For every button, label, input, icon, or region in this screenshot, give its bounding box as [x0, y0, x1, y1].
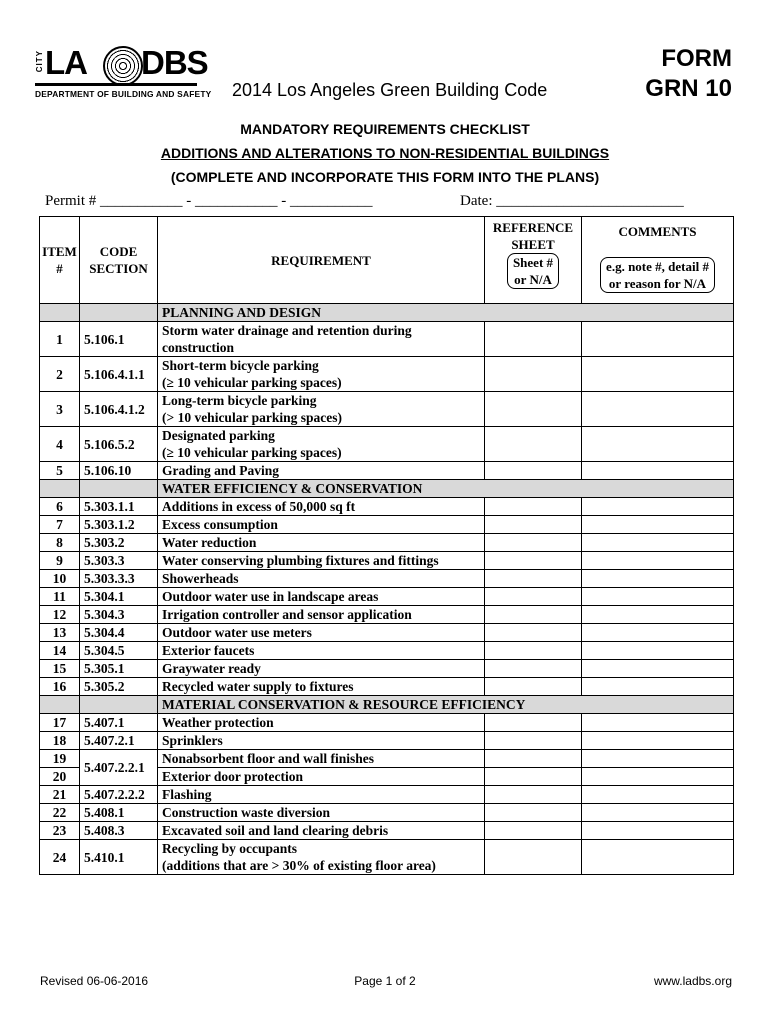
- col-reference-sheet: REFERENCE SHEET Sheet # or N/A: [485, 217, 582, 304]
- comments-cell[interactable]: [582, 516, 734, 534]
- code-section: 5.304.4: [80, 624, 158, 642]
- reference-sheet-cell[interactable]: [485, 732, 582, 750]
- table-row: [40, 678, 734, 696]
- comments-cell[interactable]: [582, 786, 734, 804]
- comments-cell[interactable]: [582, 462, 734, 480]
- requirement-text: [158, 606, 485, 624]
- requirement-line: construction: [162, 340, 234, 355]
- section-row: [40, 696, 734, 714]
- table-row: [40, 462, 734, 480]
- comments-cell[interactable]: [582, 570, 734, 588]
- comments-hint: e.g. note #, detail # or reason for N/A: [600, 257, 715, 293]
- comments-cell[interactable]: [582, 768, 734, 786]
- item-number: 21: [40, 786, 80, 804]
- requirement-text: [158, 392, 485, 427]
- requirement-line: (≥ 10 vehicular parking spaces): [162, 445, 342, 460]
- col-requirement: REQUIREMENT: [158, 217, 485, 304]
- requirement-line: Sprinklers: [162, 733, 223, 748]
- requirement-line: Graywater ready: [162, 661, 261, 676]
- item-number: 23: [40, 822, 80, 840]
- comments-cell[interactable]: [582, 357, 734, 392]
- code-section: 5.106.4.1.2: [80, 392, 158, 427]
- requirement-line: (≥ 10 vehicular parking spaces): [162, 375, 342, 390]
- requirement-line: (additions that are > 30% of existing floor area): [162, 858, 436, 873]
- reference-sheet-cell[interactable]: [485, 768, 582, 786]
- comments-cell[interactable]: [582, 804, 734, 822]
- table-row: [40, 357, 734, 392]
- col-item: ITEM #: [40, 217, 80, 304]
- comments-cell[interactable]: [582, 322, 734, 357]
- code-section: 5.407.1: [80, 714, 158, 732]
- item-number: 16: [40, 678, 80, 696]
- requirement-text: [158, 804, 485, 822]
- requirement-line: Irrigation controller and sensor application: [162, 607, 412, 622]
- form-id: GRN 10: [645, 75, 732, 102]
- code-section: 5.304.3: [80, 606, 158, 624]
- form-label: FORM: [661, 45, 732, 72]
- permit-number-field[interactable]: Permit # ___________ - ___________ - ___________: [45, 193, 373, 209]
- item-number: 7: [40, 516, 80, 534]
- code-section: 5.407.2.2.1: [80, 750, 158, 786]
- table-row: [40, 570, 734, 588]
- table-row: [40, 516, 734, 534]
- reference-sheet-cell[interactable]: [485, 322, 582, 357]
- comments-cell[interactable]: [582, 392, 734, 427]
- reference-hint: Sheet # or N/A: [507, 253, 559, 289]
- reference-sheet-cell[interactable]: [485, 427, 582, 462]
- requirement-line: Storm water drainage and retention during: [162, 323, 412, 338]
- requirement-text: [158, 660, 485, 678]
- item-number: 19: [40, 750, 80, 768]
- requirement-line: Excess consumption: [162, 517, 278, 532]
- requirement-line: Additions in excess of 50,000 sq ft: [162, 499, 356, 514]
- code-section: 5.305.2: [80, 678, 158, 696]
- item-number: 6: [40, 498, 80, 516]
- table-row: [40, 534, 734, 552]
- table-row: [40, 606, 734, 624]
- requirement-text: [158, 570, 485, 588]
- reference-sheet-cell[interactable]: [485, 642, 582, 660]
- reference-sheet-cell[interactable]: [485, 392, 582, 427]
- code-section: 5.408.1: [80, 804, 158, 822]
- reference-sheet-cell[interactable]: [485, 498, 582, 516]
- comments-cell[interactable]: [582, 750, 734, 768]
- requirement-line: Showerheads: [162, 571, 239, 586]
- requirement-line: (> 10 vehicular parking spaces): [162, 410, 342, 425]
- table-row: [40, 392, 734, 427]
- requirement-line: Flashing: [162, 787, 212, 802]
- code-section: 5.303.2: [80, 534, 158, 552]
- checklist-title: MANDATORY REQUIREMENTS CHECKLIST: [240, 121, 530, 137]
- table-row: [40, 322, 734, 357]
- requirement-line: Designated parking: [162, 428, 275, 443]
- checklist-instruction: (COMPLETE AND INCORPORATE THIS FORM INTO THE PLANS): [170, 169, 600, 185]
- date-field[interactable]: Date: _________________________: [460, 193, 684, 209]
- requirements-table: [39, 216, 734, 875]
- reference-sheet-cell[interactable]: [485, 552, 582, 570]
- table-row: [40, 822, 734, 840]
- item-number: 17: [40, 714, 80, 732]
- reference-sheet-cell[interactable]: [485, 462, 582, 480]
- comments-cell[interactable]: [582, 822, 734, 840]
- table-row: [40, 498, 734, 516]
- requirement-line: Exterior faucets: [162, 643, 255, 658]
- city-seal-icon: [103, 46, 143, 86]
- code-section: 5.408.3: [80, 822, 158, 840]
- item-number: 12: [40, 606, 80, 624]
- logo-la-text: LA: [45, 44, 87, 81]
- requirement-line: Outdoor water use meters: [162, 625, 312, 640]
- requirement-text: [158, 624, 485, 642]
- section-blank: [40, 304, 80, 322]
- page-number: Page 1 of 2: [354, 974, 416, 988]
- code-section: 5.106.1: [80, 322, 158, 357]
- code-section: 5.304.1: [80, 588, 158, 606]
- col-code-section: CODE SECTION: [80, 217, 158, 304]
- requirement-text: [158, 732, 485, 750]
- comments-cell[interactable]: [582, 588, 734, 606]
- revised-date: Revised 06-06-2016: [40, 974, 149, 988]
- code-section: 5.305.1: [80, 660, 158, 678]
- reference-sheet-cell[interactable]: [485, 678, 582, 696]
- requirement-text: [158, 768, 485, 786]
- table-row: [40, 427, 734, 462]
- reference-sheet-cell[interactable]: [485, 606, 582, 624]
- requirement-text: [158, 588, 485, 606]
- item-number: 1: [40, 322, 80, 357]
- table-row: [40, 786, 734, 804]
- requirement-line: Outdoor water use in landscape areas: [162, 589, 379, 604]
- code-section: 5.303.3.3: [80, 570, 158, 588]
- requirement-line: Construction waste diversion: [162, 805, 330, 820]
- requirement-line: Long-term bicycle parking: [162, 393, 317, 408]
- item-number: 14: [40, 642, 80, 660]
- section-blank: [40, 696, 80, 714]
- requirement-text: [158, 357, 485, 392]
- requirement-text: [158, 642, 485, 660]
- code-section: 5.304.5: [80, 642, 158, 660]
- table-row: [40, 588, 734, 606]
- requirement-text: [158, 462, 485, 480]
- table-row: [40, 804, 734, 822]
- requirement-line: Exterior door protection: [162, 769, 303, 784]
- reference-sheet-cell[interactable]: [485, 840, 582, 875]
- requirement-text: [158, 678, 485, 696]
- reference-sheet-cell[interactable]: [485, 570, 582, 588]
- requirement-text: [158, 552, 485, 570]
- requirement-line: Recycled water supply to fixtures: [162, 679, 354, 694]
- reference-sheet-cell[interactable]: [485, 750, 582, 768]
- table-row: [40, 552, 734, 570]
- code-section: 5.303.1.2: [80, 516, 158, 534]
- item-number: 9: [40, 552, 80, 570]
- requirement-text: [158, 786, 485, 804]
- table-row: [40, 750, 734, 768]
- requirement-text: [158, 322, 485, 357]
- comments-cell[interactable]: [582, 678, 734, 696]
- requirement-text: [158, 534, 485, 552]
- comments-cell[interactable]: [582, 840, 734, 875]
- reference-sheet-cell[interactable]: [485, 624, 582, 642]
- code-section: 5.407.2.1: [80, 732, 158, 750]
- comments-cell[interactable]: [582, 732, 734, 750]
- section-row: [40, 480, 734, 498]
- reference-sheet-cell[interactable]: [485, 786, 582, 804]
- item-number: 22: [40, 804, 80, 822]
- reference-sheet-cell[interactable]: [485, 714, 582, 732]
- item-number: 5: [40, 462, 80, 480]
- reference-sheet-cell[interactable]: [485, 516, 582, 534]
- table-row: [40, 624, 734, 642]
- requirement-text: [158, 498, 485, 516]
- ladbs-logo: [35, 44, 212, 102]
- section-title: WATER EFFICIENCY & CONSERVATION: [158, 480, 734, 498]
- reference-sheet-cell[interactable]: [485, 357, 582, 392]
- item-number: 13: [40, 624, 80, 642]
- section-blank: [80, 480, 158, 498]
- reference-sheet-cell[interactable]: [485, 660, 582, 678]
- code-section: 5.106.10: [80, 462, 158, 480]
- requirement-line: Water reduction: [162, 535, 257, 550]
- code-title: 2014 Los Angeles Green Building Code: [232, 80, 548, 100]
- logo-dbs-text: DBS: [141, 44, 208, 81]
- table-row: [40, 660, 734, 678]
- comments-cell[interactable]: [582, 660, 734, 678]
- comments-cell[interactable]: [582, 552, 734, 570]
- comments-cell[interactable]: [582, 642, 734, 660]
- checklist-subtitle: ADDITIONS AND ALTERATIONS TO NON-RESIDENTIAL BUILDINGS: [160, 145, 610, 161]
- comments-cell[interactable]: [582, 606, 734, 624]
- comments-cell[interactable]: [582, 714, 734, 732]
- item-number: 8: [40, 534, 80, 552]
- table-row: [40, 732, 734, 750]
- reference-sheet-cell[interactable]: [485, 588, 582, 606]
- item-number: 10: [40, 570, 80, 588]
- table-row: [40, 642, 734, 660]
- requirement-line: Short-term bicycle parking: [162, 358, 319, 373]
- requirement-line: Recycling by occupants: [162, 841, 297, 856]
- requirement-line: Grading and Paving: [162, 463, 280, 478]
- code-section: 5.410.1: [80, 840, 158, 875]
- item-number: 2: [40, 357, 80, 392]
- code-section: 5.407.2.2.2: [80, 786, 158, 804]
- item-number: 3: [40, 392, 80, 427]
- reference-sheet-cell[interactable]: [485, 804, 582, 822]
- requirement-line: Nonabsorbent floor and wall finishes: [162, 751, 375, 766]
- requirement-line: Water conserving plumbing fixtures and fittings: [162, 553, 439, 568]
- code-section: 5.303.3: [80, 552, 158, 570]
- website-link[interactable]: www.ladbs.org: [653, 974, 732, 988]
- comments-cell[interactable]: [582, 427, 734, 462]
- code-section: 5.106.5.2: [80, 427, 158, 462]
- table-row: [40, 840, 734, 875]
- requirement-line: Excavated soil and land clearing debris: [162, 823, 389, 838]
- comments-cell[interactable]: [582, 534, 734, 552]
- item-number: 20: [40, 768, 80, 786]
- code-section: 5.106.4.1.1: [80, 357, 158, 392]
- item-number: 24: [40, 840, 80, 875]
- col-comments: COMMENTS e.g. note #, detail # or reason for N/A: [582, 217, 734, 304]
- comments-cell[interactable]: [582, 498, 734, 516]
- section-row: [40, 304, 734, 322]
- comments-cell[interactable]: [582, 624, 734, 642]
- form-number: [620, 44, 732, 104]
- requirement-line: Weather protection: [162, 715, 274, 730]
- logo-department-text: DEPARTMENT OF BUILDING AND SAFETY: [35, 89, 212, 99]
- logo-city-text: CITY: [35, 50, 44, 73]
- item-number: 15: [40, 660, 80, 678]
- table-row: [40, 714, 734, 732]
- requirement-text: [158, 840, 485, 875]
- table-header-row: [40, 217, 734, 304]
- requirement-text: [158, 822, 485, 840]
- reference-sheet-cell[interactable]: [485, 822, 582, 840]
- section-blank: [40, 480, 80, 498]
- item-number: 18: [40, 732, 80, 750]
- requirement-text: [158, 750, 485, 768]
- item-number: 4: [40, 427, 80, 462]
- requirement-text: [158, 714, 485, 732]
- requirement-text: [158, 427, 485, 462]
- code-section: 5.303.1.1: [80, 498, 158, 516]
- section-title: PLANNING AND DESIGN: [158, 304, 734, 322]
- requirement-text: [158, 516, 485, 534]
- section-title: MATERIAL CONSERVATION & RESOURCE EFFICIENCY: [158, 696, 734, 714]
- section-blank: [80, 696, 158, 714]
- section-blank: [80, 304, 158, 322]
- logo-divider: [35, 83, 197, 86]
- item-number: 11: [40, 588, 80, 606]
- reference-sheet-cell[interactable]: [485, 534, 582, 552]
